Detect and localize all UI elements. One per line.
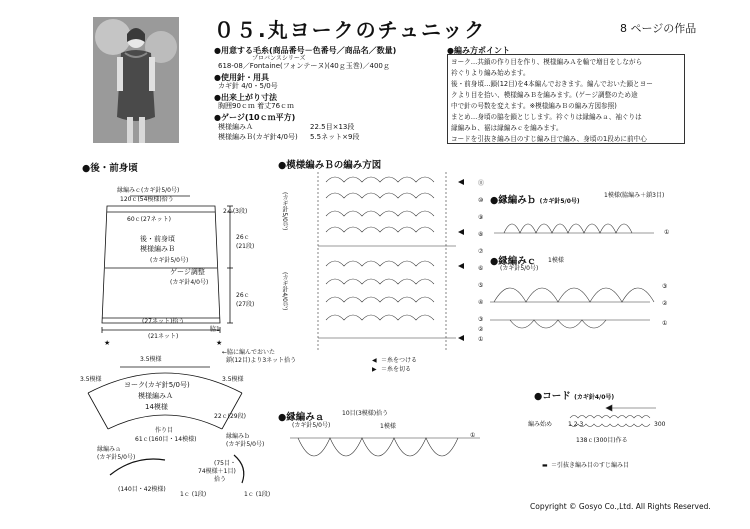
yoke-start-count: 61ｃ(160目・14模様) [135,436,197,443]
yoke-repeats: 14模様 [145,403,168,411]
note-line: ヨーク…共鎖の作り目を作り、模様編みＡを輪で増目をしながら [451,58,643,66]
cord-stitch-nums: 1 2 3 [568,421,584,428]
page-reference [620,20,696,36]
gauge-row-b-label: 模様編みＢ(カギ針4/0号) [218,133,298,141]
body-note1: ←脇に編んでおいた [222,349,276,356]
pattern-b-heading: ●模様編みＢの編み方図 [278,160,382,171]
cord-chart [566,402,666,434]
materials-line: 618-08／Fontaine(フォンテーヌ)(40ｇ玉巻)／400ｇ [218,62,390,70]
edge-c-hook: (カギ針5/0号) [500,265,539,272]
page-number: 8 [620,22,627,35]
body-heading: ●後・前身頃 [82,163,138,174]
copyright: Copyright © Gosyo Co.,Ltd. All Rights Reserved. [530,502,711,511]
body-mid-count: 60ｃ(27ネット) [127,216,171,223]
legend-cut: ＝糸を切る [381,366,412,373]
edge-c-row-3: ③ [662,283,668,290]
body-name: 後・前身頃 [140,235,175,243]
notes-box [447,54,685,144]
body-star-left: ★ [104,339,111,347]
cord-heading: ●コード (カギ針4/0号) [534,391,615,402]
yoke-left-count: 3.5模様 [80,376,102,383]
body-dim-side: 脇1 [210,326,220,333]
pattern-b-row-2: ② [478,326,484,333]
body-top-count: 120ｃ(54模様)拾う [120,196,174,203]
gauge-row-a-label: 模様編みＡ [218,123,253,131]
page-suffix: ページの作品 [630,22,697,35]
edge-c-chart [490,272,660,340]
edging-a-label: 縁編みａ [97,446,122,453]
gauge-row-b-value: 5.5ネット×9段 [310,133,360,141]
edge-c-row-1: ① [662,320,668,327]
pattern-b-row-6: ⑥ [478,265,484,272]
materials-series: プロバンスシリーズ [252,55,306,62]
note-line: 衿ぐりより編み始めます。 [451,69,530,77]
edge-b-heading: ●縁編みｂ (カギ針5/0号) [490,195,580,206]
body-dim-mid-rows: (21段) [236,243,255,250]
edge-b-chart [494,205,664,245]
note-line: 中で針の号数を変えます。※模様編みＢの編み方図参照) [451,102,617,110]
yoke-top-count: 3.5模様 [140,356,162,363]
edging-b-dim: 1ｃ (1段) [244,491,271,498]
edging-a-hook: (カギ針5/0号) [97,454,136,461]
body-dim-top: 2ｃ(3段) [223,208,248,215]
page-title: ０５.丸ヨークのチュニック [214,18,487,42]
gauge-heading: ●ゲージ(10ｃｍ平方) [214,113,296,122]
edging-b-hook: (カギ針5/0号) [226,441,265,448]
pattern-b-hook4: (カギ針4/0号) [281,272,288,311]
edge-a-row-1: ① [470,432,476,439]
yoke-pattern: 模様編みＡ [138,392,173,400]
edge-c-heading: ●縁編みｃ [490,256,537,267]
needles-line: カギ針 4/0・5/0号 [218,82,278,90]
pattern-b-row-9: ⑨ [478,214,484,221]
needles-heading: ●使用針・用具 [214,73,269,82]
edging-a-count: (140目・42模様) [118,486,166,493]
legend-join: ＝糸をつける [381,357,418,364]
legend-join-icon: ◀ [372,357,377,364]
edging-b-pick: 拾う [214,476,227,483]
body-star-right: ★ [216,339,223,347]
edging-b-count2: 74模様＋1目) [198,468,236,475]
pattern-b-row-10: ⑩ [478,197,484,204]
pattern-b-row-7: ⑦ [478,248,484,255]
cord-legend-icon: ▬ [542,462,548,469]
edge-b-row-1: ① [664,229,670,236]
pattern-b-row-5: ⑤ [478,282,484,289]
note-line: 縁編みｂ、裾は縁編みｃを編みます。 [451,124,563,132]
body-dim-low: 26ｃ [236,292,250,299]
edge-a-repeat: 1模様 [380,423,396,430]
body-hook4: (カギ針4/0号) [170,279,209,286]
body-gauge-adjust: ゲージ調整 [170,268,205,276]
body-pattern: 模様編みＢ [140,245,175,253]
pattern-b-row-11: ⑪ [478,180,485,187]
edge-b-repeat: 1模様(脇編み＋鎖3目) [604,192,665,199]
cord-start: 編み始め [528,421,553,428]
notes-heading: ●編み方ポイント [447,46,510,55]
cord-legend: ＝引抜き編み目のすじ編み目 [551,462,630,469]
body-dim-low-rows: (27段) [236,301,255,308]
pattern-b-row-1: ① [478,336,484,343]
yoke-name: ヨーク(カギ針5/0号) [124,381,190,389]
yoke-right-count: 3.5模様 [222,376,244,383]
cord-length: 138ｃ(300目)作る [576,437,628,444]
note-line: まとめ…身頃の脇を鎖とじします。衿ぐりは縁編みａ、袖ぐりは [451,113,642,121]
body-bottom-count: (27ネット)拾う [142,318,185,325]
tunic-photo [93,17,179,143]
pattern-b-hook5: (カギ針5/0号) [281,192,288,231]
gauge-row-a-value: 22.5目×13段 [310,123,355,131]
pattern-b-chart [296,170,476,355]
cord-end-num: 300 [654,421,666,428]
edge-a-count: 10目(3模様)拾う [342,410,389,417]
edging-a-dim: 1ｃ (1段) [180,491,207,498]
size-line: 胸囲90ｃｍ 着丈76ｃｍ [218,102,295,110]
tunic-photo-illustration [93,17,179,143]
note-line: コードを引抜き編み目のすじ編み目で編み、身頃の1段めに前中心 [451,135,647,143]
body-hook5: (カギ針5/0号) [150,257,189,264]
edge-a-hook: (カギ針5/0号) [292,422,331,429]
note-line: 後・前身頃…鎖(12目)を4本編んでおきます。編んでおいた鎖とヨー [451,80,653,88]
edging-b-count: (75目・ [214,460,236,467]
body-dim-mid: 26ｃ [236,234,250,241]
edge-a-heading: ●縁編みａ [278,412,325,423]
note-line: クより目を拾い、模様編みＢを編みます。(ゲージ調整のため途 [451,91,638,99]
edge-c-repeat: 1模様 [548,257,564,264]
pattern-b-row-8: ⑧ [478,231,484,238]
edging-b-label: 縁編みｂ [226,433,251,440]
legend-cut-icon: ▶ [372,366,377,373]
pattern-b-row-4: ④ [478,299,484,306]
body-width: (21ネット) [148,333,179,340]
edge-c-row-2: ② [662,300,668,307]
size-heading: ●出来上がり寸法 [214,93,277,102]
body-note2: 鎖(12目)より3ネット拾う [226,357,297,364]
materials-heading: ●用意する毛糸(商品番号－色番号／商品名／数量) [214,46,397,55]
yoke-depth: 22ｃ(29段) [214,413,246,420]
yoke-start-label: 作り目 [155,427,174,434]
edge-a-chart [290,430,490,486]
body-edging-top: 縁編みｃ(カギ針5/0号) [117,187,180,194]
pattern-b-row-3: ③ [478,316,484,323]
